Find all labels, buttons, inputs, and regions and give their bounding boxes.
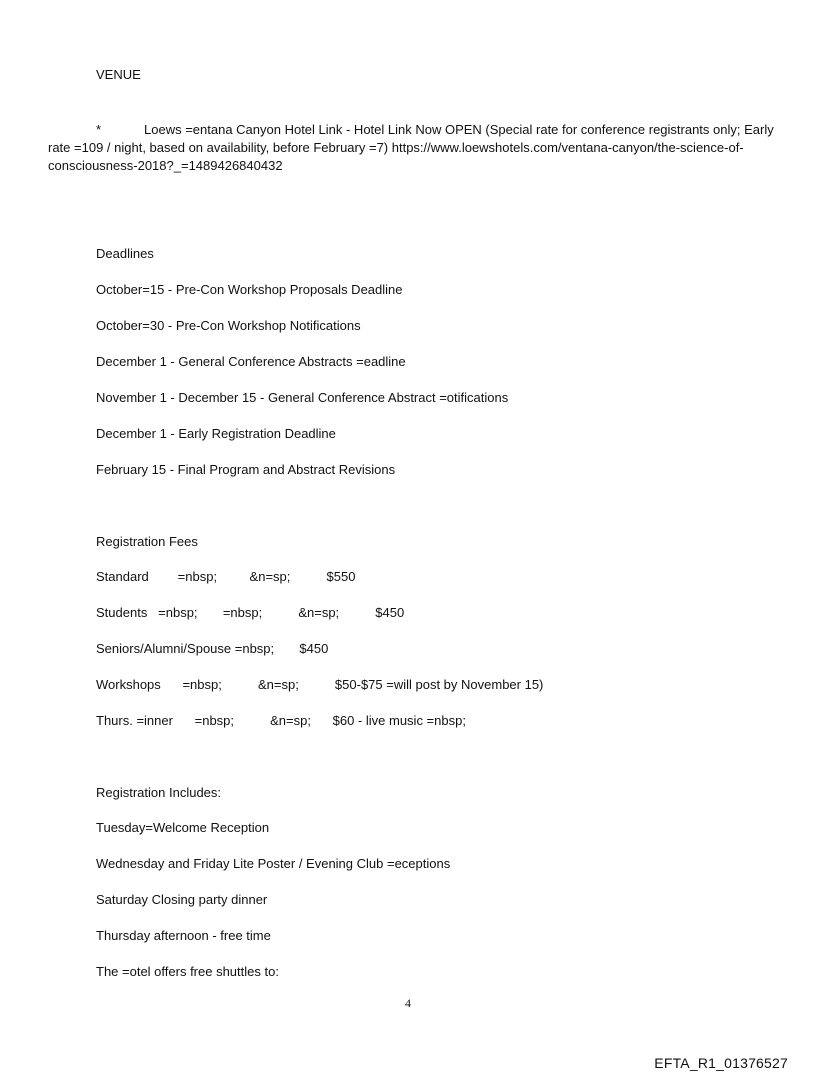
fee-item: Standard =nbsp; &n=sp; $550 xyxy=(96,569,356,584)
deadline-item: October=15 - Pre-Con Workshop Proposals Deadline xyxy=(96,282,403,297)
page-number: 4 xyxy=(405,996,411,1010)
include-item: Wednesday and Friday Lite Poster / Evening Club =eceptions xyxy=(96,856,451,871)
include-item: Tuesday=Welcome Reception xyxy=(96,820,270,835)
hotel-text: Loews =entana Canyon Hotel Link - Hotel Link Now OPEN (Special rate for conference registrants only; Early rate =109 / night, based on availability, before February =7) https://www.loewshotels.com/ventana-canyon/the-science-of-consciousness-2018?_=1489426840432 xyxy=(48,122,774,173)
deadline-item: December 1 - Early Registration Deadline xyxy=(96,426,336,441)
include-item: Thursday afternoon - free time xyxy=(96,928,271,943)
venue-heading: VENUE xyxy=(96,67,141,82)
deadline-item: November 1 - December 15 - General Conference Abstract =otifications xyxy=(96,390,509,405)
registration-fees-heading: Registration Fees xyxy=(96,534,198,549)
fee-item: Workshops =nbsp; &n=sp; $50-$75 =will post by November 15) xyxy=(96,677,544,692)
registration-includes-heading: Registration Includes: xyxy=(96,785,222,800)
deadline-item: October=30 - Pre-Con Workshop Notifications xyxy=(96,318,361,333)
deadline-item: December 1 - General Conference Abstracts =eadline xyxy=(96,354,406,369)
document-id: EFTA_R1_01376527 xyxy=(654,1055,788,1071)
deadline-item: February 15 - Final Program and Abstract Revisions xyxy=(96,462,396,477)
deadlines-heading: Deadlines xyxy=(96,246,154,261)
include-item: Saturday Closing party dinner xyxy=(96,892,268,907)
bullet-marker: * xyxy=(96,122,102,137)
include-item: The =otel offers free shuttles to: xyxy=(96,964,279,979)
fee-item: Thurs. =inner =nbsp; &n=sp; $60 - live music =nbsp; xyxy=(96,713,466,728)
hotel-paragraph xyxy=(48,121,778,175)
fee-item: Seniors/Alumni/Spouse =nbsp; $450 xyxy=(96,641,329,656)
fee-item: Students =nbsp; =nbsp; &n=sp; $450 xyxy=(96,605,405,620)
